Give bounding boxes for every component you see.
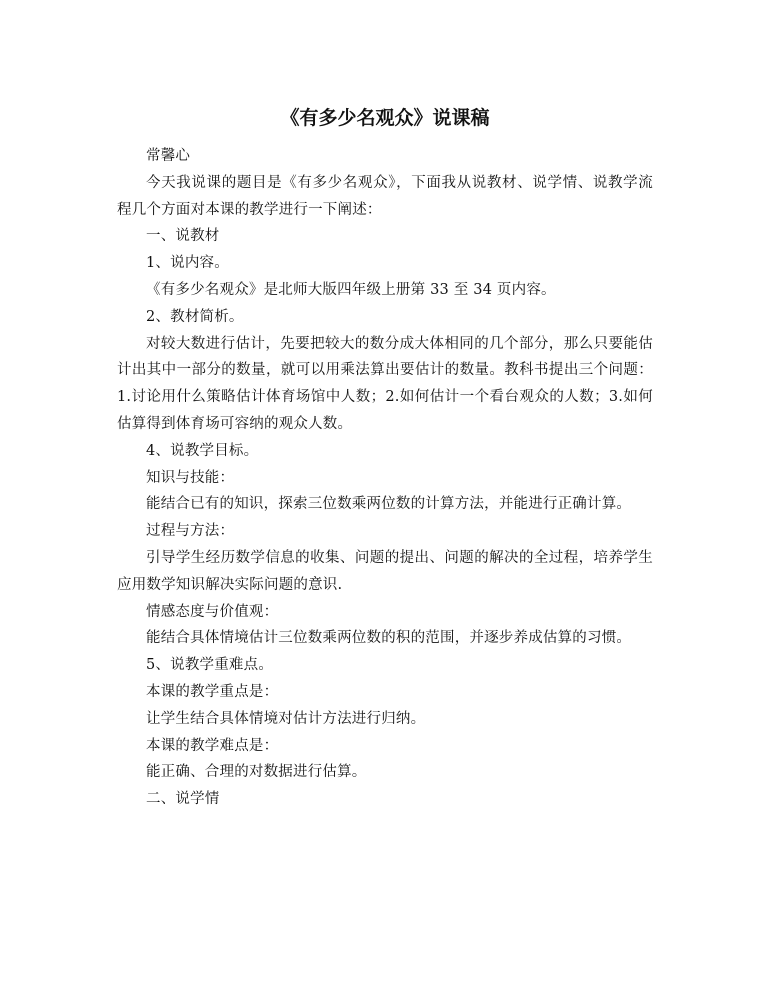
body-paragraph: 能正确、合理的对数据进行估算。 xyxy=(146,764,367,781)
focus-label: 本课的教学重点是： xyxy=(146,683,279,700)
subsection-heading: 1、说内容。 xyxy=(146,255,229,272)
intro-paragraph: 今天我说课的题目是《有多少名观众》，下面我从说教材、说学情、说教学流程几个方面对本课的教学进行一下阐述： xyxy=(117,174,653,218)
document-title: 《有多少名观众》说课稿 xyxy=(280,107,490,129)
body-paragraph: 让学生结合具体情境对估计方法进行归纳。 xyxy=(146,710,426,727)
focus-label: 本课的教学难点是： xyxy=(146,737,279,754)
section-heading: 二、说学情 xyxy=(146,791,220,808)
section-heading: 一、说教材 xyxy=(146,228,220,245)
subsection-heading: 5、说教学重难点。 xyxy=(146,657,274,674)
goal-label: 知识与技能： xyxy=(146,469,235,486)
subsection-heading: 4、说教学目标。 xyxy=(146,442,259,459)
body-paragraph: 对较大数进行估计，先要把较大的数分成大体相同的几个部分，那么只要能估计出其中一部分的数量，就可以用乘法算出要估计的数量。教科书提出三个问题：1.讨论用什么策略估计体育场馆中人数；2.如何估计一个看台观众的人数；3.如何估算得到体育场可容纳的观众人数。 xyxy=(117,335,653,432)
body-paragraph: 能结合具体情境估计三位数乘两位数的积的范围，并逐步养成估算的习惯。 xyxy=(146,630,632,647)
subsection-heading: 2、教材简析。 xyxy=(146,308,244,325)
author-name: 常馨心 xyxy=(146,148,191,164)
body-paragraph: 能结合已有的知识，探索三位数乘两位数的计算方法，并能进行正确计算。 xyxy=(146,496,632,513)
document-body xyxy=(117,143,653,813)
body-paragraph: 引导学生经历数学信息的收集、问题的提出、问题的解决的全过程，培养学生应用数学知识解决实际问题的意识. xyxy=(117,549,653,593)
body-paragraph: 《有多少名观众》是北师大版四年级上册第 33 至 34 页内容。 xyxy=(146,281,556,298)
goal-label: 过程与方法： xyxy=(146,523,235,540)
goal-label: 情感态度与价值观： xyxy=(146,603,279,620)
